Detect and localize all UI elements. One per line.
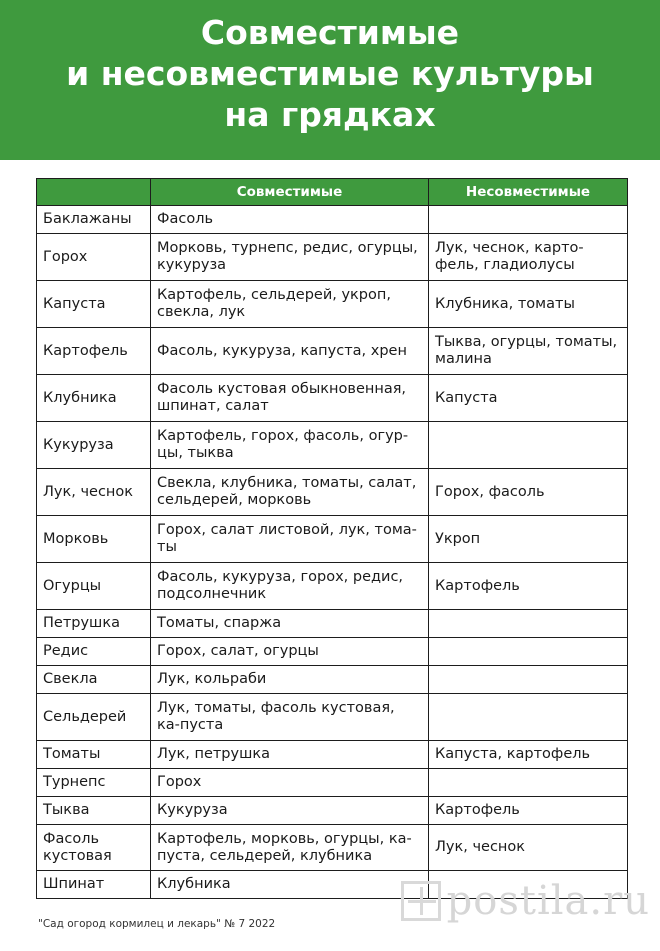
table-row — [37, 469, 628, 516]
page-title — [0, 12, 660, 135]
crop-cell: Сельдерей — [37, 694, 151, 741]
compatible-cell: Горох — [151, 769, 429, 797]
incompatible-cell: Лук, чеснок — [429, 825, 628, 871]
crop-cell: Лук, чеснок — [37, 469, 151, 516]
crop-cell: Огурцы — [37, 563, 151, 610]
incompatible-cell: Капуста, картофель — [429, 741, 628, 769]
crop-cell: Фасоль кустовая — [37, 825, 151, 871]
compatible-cell: Фасоль кустовая обыкновенная, шпинат, салат — [151, 375, 429, 422]
crop-cell: Кукуруза — [37, 422, 151, 469]
table-row — [37, 638, 628, 666]
crop-cell: Горох — [37, 234, 151, 281]
compatible-cell: Кукуруза — [151, 797, 429, 825]
compatible-cell: Картофель, сельдерей, укроп, свекла, лук — [151, 281, 429, 328]
table-row — [37, 741, 628, 769]
crop-cell: Картофель — [37, 328, 151, 375]
incompatible-cell — [429, 769, 628, 797]
table-row — [37, 422, 628, 469]
compatible-cell: Лук, кольраби — [151, 666, 429, 694]
crop-cell: Свекла — [37, 666, 151, 694]
title-banner — [0, 0, 660, 160]
compatible-cell: Горох, салат листовой, лук, тома-ты — [151, 516, 429, 563]
compatible-cell: Картофель, морковь, огурцы, ка-пуста, сельдерей, клубника — [151, 825, 429, 871]
compatible-cell: Горох, салат, огурцы — [151, 638, 429, 666]
title-line-2: и несовместимые культуры — [66, 54, 594, 93]
compatibility-table — [36, 178, 628, 899]
incompatible-cell — [429, 206, 628, 234]
compatible-cell: Фасоль, кукуруза, капуста, хрен — [151, 328, 429, 375]
compatible-cell: Свекла, клубника, томаты, салат, сельдерей, морковь — [151, 469, 429, 516]
table-row — [37, 769, 628, 797]
crop-cell: Капуста — [37, 281, 151, 328]
watermark-text: postila.ru — [446, 878, 650, 924]
compatible-cell: Клубника — [151, 871, 429, 899]
table-row — [37, 234, 628, 281]
table-row — [37, 516, 628, 563]
compatible-cell: Картофель, горох, фасоль, огур-цы, тыква — [151, 422, 429, 469]
header-incompatible: Несовместимые — [429, 179, 628, 206]
incompatible-cell — [429, 610, 628, 638]
postila-logo-icon — [401, 881, 441, 921]
incompatible-cell — [429, 638, 628, 666]
compatible-cell: Морковь, турнепс, редис, огурцы, кукуруза — [151, 234, 429, 281]
crop-cell: Петрушка — [37, 610, 151, 638]
compatible-cell: Фасоль — [151, 206, 429, 234]
table-row — [37, 694, 628, 741]
incompatible-cell — [429, 694, 628, 741]
table-row — [37, 328, 628, 375]
table-row — [37, 375, 628, 422]
incompatible-cell: Картофель — [429, 797, 628, 825]
table-row — [37, 825, 628, 871]
table-row — [37, 563, 628, 610]
table-row — [37, 206, 628, 234]
postila-watermark — [401, 878, 650, 924]
source-caption: "Сад огород кормилец и лекарь" № 7 2022 — [38, 918, 276, 930]
crop-cell: Томаты — [37, 741, 151, 769]
crop-cell: Морковь — [37, 516, 151, 563]
incompatible-cell: Горох, фасоль — [429, 469, 628, 516]
table-header-row — [37, 179, 628, 206]
incompatible-cell — [429, 666, 628, 694]
table-row — [37, 797, 628, 825]
table-row — [37, 281, 628, 328]
incompatible-cell: Тыква, огурцы, томаты, малина — [429, 328, 628, 375]
crop-cell: Баклажаны — [37, 206, 151, 234]
crop-cell: Шпинат — [37, 871, 151, 899]
table-row — [37, 666, 628, 694]
header-crop — [37, 179, 151, 206]
compatible-cell: Лук, томаты, фасоль кустовая, ка-пуста — [151, 694, 429, 741]
compatible-cell: Фасоль, кукуруза, горох, редис, подсолнечник — [151, 563, 429, 610]
crop-cell: Редис — [37, 638, 151, 666]
incompatible-cell: Лук, чеснок, карто-фель, гладиолусы — [429, 234, 628, 281]
title-line-1: Совместимые — [200, 13, 460, 52]
incompatible-cell — [429, 422, 628, 469]
crop-cell: Тыква — [37, 797, 151, 825]
incompatible-cell: Капуста — [429, 375, 628, 422]
table-row — [37, 610, 628, 638]
compatible-cell: Томаты, спаржа — [151, 610, 429, 638]
compatible-cell: Лук, петрушка — [151, 741, 429, 769]
incompatible-cell: Клубника, томаты — [429, 281, 628, 328]
title-line-3: на грядках — [224, 95, 436, 134]
crop-cell: Турнепс — [37, 769, 151, 797]
crop-cell: Клубника — [37, 375, 151, 422]
incompatible-cell: Укроп — [429, 516, 628, 563]
incompatible-cell: Картофель — [429, 563, 628, 610]
header-compatible: Совместимые — [151, 179, 429, 206]
